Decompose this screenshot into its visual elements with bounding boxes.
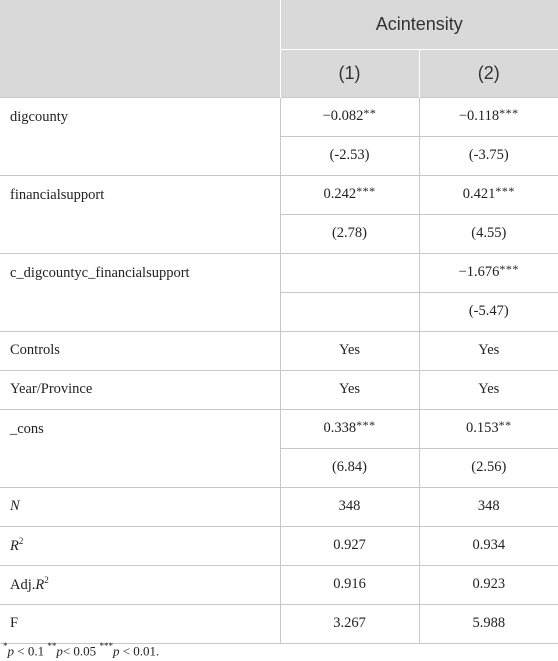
value-cell: Yes (419, 370, 558, 409)
coef-value: 0.421 (462, 186, 496, 202)
column-2-header: (2) (419, 49, 558, 97)
footnote-text-3: < 0.01. (119, 643, 160, 659)
row-label-adj-r2 (0, 565, 280, 604)
table-row (0, 526, 558, 565)
table-row (0, 175, 558, 214)
t-stat-cell: (4.55) (419, 214, 558, 253)
row-label-r2 (0, 526, 280, 565)
significance-stars: *** (499, 106, 519, 120)
adj-prefix: Adj. (10, 576, 36, 593)
table-row (0, 604, 558, 643)
dependent-variable-header: Acintensity (280, 0, 558, 49)
footnote-p-3: p (112, 643, 120, 659)
table-row (0, 370, 558, 409)
value-cell: 348 (280, 487, 419, 526)
row-label-cons: _cons (0, 409, 280, 487)
significance-stars: ** (498, 418, 512, 432)
significance-stars: *** (499, 262, 519, 276)
footnote-p-2: p (56, 643, 63, 659)
coef-value: 0.153 (465, 420, 499, 436)
significance-stars: *** (495, 184, 515, 198)
coef-value: −0.118 (458, 108, 500, 124)
coef-cell (280, 97, 419, 136)
t-stat-cell: (6.84) (280, 448, 419, 487)
row-label-interaction: c_digcountyc_financialsupport (0, 253, 280, 331)
row-label-digcounty: digcounty (0, 97, 280, 175)
coef-value: 0.338 (323, 420, 357, 436)
footnote-stars-2: ** (47, 641, 57, 651)
table-row (0, 409, 558, 448)
footnote-stars-3: *** (99, 641, 113, 651)
coef-cell (419, 97, 558, 136)
significance-stars: *** (356, 184, 376, 198)
t-stat-cell: (-5.47) (419, 292, 558, 331)
column-1-header: (1) (280, 49, 419, 97)
table-row (0, 253, 558, 292)
row-label-f: F (0, 604, 280, 643)
coef-cell (280, 409, 419, 448)
r2-letter: R (10, 537, 19, 554)
value-cell: 0.927 (280, 526, 419, 565)
coef-cell (419, 409, 558, 448)
table-row (0, 97, 558, 136)
t-stat-cell: (-3.75) (419, 136, 558, 175)
footnote-p-1: p (7, 643, 14, 659)
footnote-text-2: < 0.05 (62, 643, 100, 659)
value-cell: 0.916 (280, 565, 419, 604)
header-blank-cell (0, 0, 280, 97)
r2-superscript: 2 (18, 536, 24, 547)
t-stat-cell: (2.78) (280, 214, 419, 253)
adj-r2-letter: R (35, 576, 45, 593)
value-cell: 0.934 (419, 526, 558, 565)
coef-value: −1.676 (458, 264, 500, 280)
t-stat-cell: (2.56) (419, 448, 558, 487)
footnote-text-1: < 0.1 (14, 643, 48, 659)
table-row (0, 487, 558, 526)
coef-value: 0.242 (323, 186, 357, 202)
significance-footnote (3, 642, 159, 659)
footnote-stars-1: * (3, 641, 8, 651)
row-label-year-province: Year/Province (0, 370, 280, 409)
coef-cell (280, 253, 419, 292)
value-cell: 0.923 (419, 565, 558, 604)
value-cell: Yes (280, 370, 419, 409)
coef-value: −0.082 (322, 108, 364, 124)
significance-stars: *** (356, 418, 376, 432)
row-label-n: N (0, 487, 280, 526)
row-label-controls: Controls (0, 331, 280, 370)
value-cell: 3.267 (280, 604, 419, 643)
t-stat-cell (280, 292, 419, 331)
table-row (0, 565, 558, 604)
value-cell: 348 (419, 487, 558, 526)
table-row (0, 331, 558, 370)
value-cell: Yes (419, 331, 558, 370)
t-stat-cell: (-2.53) (280, 136, 419, 175)
header-row-group (0, 0, 558, 49)
coef-cell (419, 175, 558, 214)
row-label-financialsupport: financialsupport (0, 175, 280, 253)
adj-r2-superscript: 2 (44, 575, 49, 586)
coef-cell (280, 175, 419, 214)
coef-cell (419, 253, 558, 292)
significance-stars: ** (363, 106, 377, 120)
value-cell: Yes (280, 331, 419, 370)
value-cell: 5.988 (419, 604, 558, 643)
